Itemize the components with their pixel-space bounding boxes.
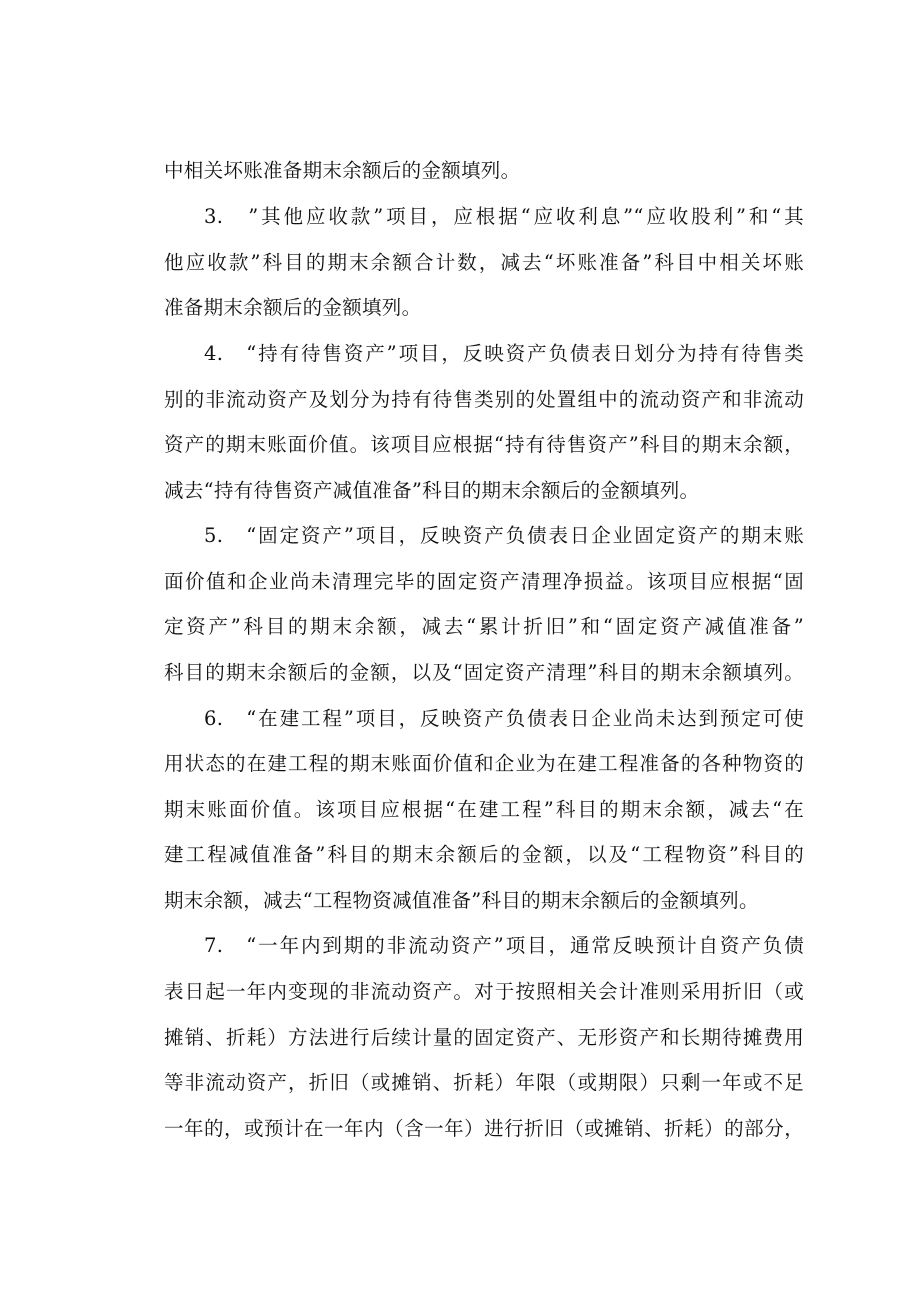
text-line: 别的非流动资产及划分为持有待售类别的处置组中的流动资产和非流动 — [164, 388, 804, 411]
text-line: 5. “固定资产”项目，反映资产负债表日企业固定资产的期末账 — [204, 524, 804, 547]
text-line: 摊销、折耗）方法进行后续计量的固定资产、无形资产和长期待摊费用 — [164, 1026, 804, 1049]
text-line: 表日起一年内变现的非流动资产。对于按照相关会计准则采用折旧（或 — [164, 980, 804, 1003]
text-line: 6. “在建工程”项目，反映资产负债表日企业尚未达到预定可使 — [204, 707, 804, 730]
text-line: 定资产”科目的期末余额，减去“累计折旧”和“固定资产减值准备” — [164, 615, 804, 638]
text-line: 准备期末余额后的金额填列。 — [164, 296, 422, 319]
text-line: 4. “持有待售资产”项目，反映资产负债表日划分为持有待售类 — [204, 342, 804, 365]
text-line: 7. “一年内到期的非流动资产”项目，通常反映预计自资产负债 — [204, 934, 804, 957]
text-line: 等非流动资产，折旧（或摊销、折耗）年限（或期限）只剩一年或不足 — [164, 1071, 804, 1094]
text-line: 中相关坏账准备期末余额后的金额填列。 — [164, 159, 521, 182]
text-line: 科目的期末余额后的金额，以及“固定资产清理”科目的期末余额填列。 — [164, 661, 804, 684]
text-line: 3. ”其他应收款”项目，应根据“应收利息”“应收股利”和“其 — [204, 205, 804, 228]
text-line: 期末账面价值。该项目应根据“在建工程”科目的期末余额，减去“在 — [164, 798, 804, 821]
text-line: 资产的期末账面价值。该项目应根据“持有待售资产”科目的期末余额， — [164, 433, 804, 456]
text-line: 用状态的在建工程的期末账面价值和企业为在建工程准备的各种物资的 — [164, 752, 804, 775]
text-line: 面价值和企业尚未清理完毕的固定资产清理净损益。该项目应根据“固 — [164, 570, 804, 593]
text-line: 建工程减值准备”科目的期末余额后的金额，以及“工程物资”科目的 — [164, 843, 804, 866]
text-line: 减去“持有待售资产减值准备”科目的期末余额后的金额填列。 — [164, 479, 700, 502]
text-line: 期末余额，减去“工程物资减值准备”科目的期末余额后的金额填列。 — [164, 889, 759, 912]
text-line: 他应收款”科目的期末余额合计数，减去“坏账准备”科目中相关坏账 — [164, 251, 804, 274]
text-line: 一年的，或预计在一年内（含一年）进行折旧（或摊销、折耗）的部分， — [164, 1117, 804, 1140]
